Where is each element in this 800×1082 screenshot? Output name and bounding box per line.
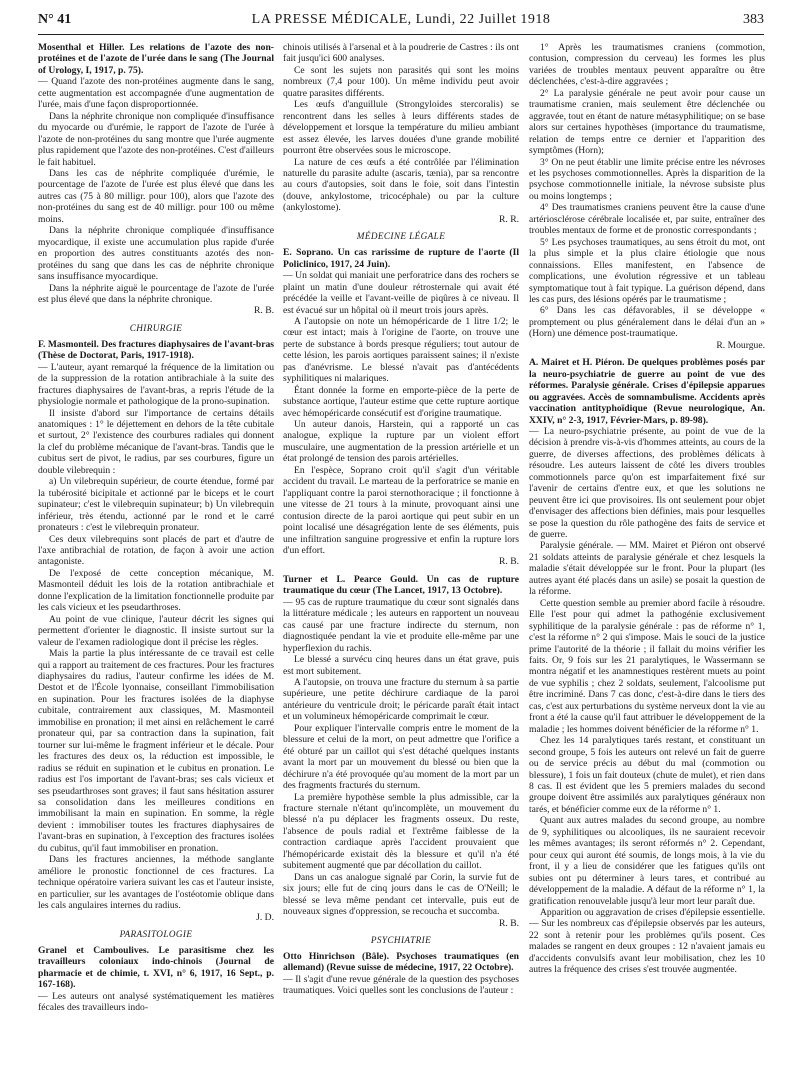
article-text: — 95 cas de rupture traumatique du cœur sont signalés dans la littérature médicale ; les auteurs en rapportent un nouveau cas causé par une fracture indirecte du sternum, non diagnostiquée pendant la vie et produite elle-même par une hyperflexion du rachis. [283, 596, 519, 654]
article-text: Dans la néphrite chronique non compliquée d'insuffisance du myocarde ou d'urémie, le rapport de l'azote de l'urée à l'azote de non-protéines du sang montre que l'urée augmente plus rapidement que l'azote des non-protéines. C'est d'ailleurs le fait habituel. [38, 110, 274, 168]
article-text: Dans la néphrite aiguë le pourcentage de l'azote de l'urée est plus élevé que dans la néphrite chronique. [38, 282, 274, 305]
article-signature: R. B. [254, 305, 274, 317]
article-text: Quant aux autres malades du second groupe, au nombre de 9, syphilitiques ou alcooliques, ils ne sauraient recevoir les mêmes avantages; ils seront réformés n° 2. Cependant, pour ceux qui auront été soumis, de longs mois, à la vie du front, il y a lieu de considérer que les fatigues qu'ils ont subies ont pu déterminer à leurs tares, et contribué au développement de la maladie. A défaut de la réforme n° 1, la gratification renouvelable jusqu'à leur mort leur paraît due. [529, 815, 765, 907]
issue-number: N° 41 [38, 12, 72, 27]
article-text: 1° Après les traumatismes craniens (commotion, contusion, compression du cerveau) les formes les plus variées de troubles mentaux peuvent apparaître ou être déclenchées, c'est-à-dire aggravées ; [529, 42, 765, 88]
article-text: Ce sont les sujets non parasités qui sont les moins nombreux (7,4 pour 100). Un même individu peut avoir quatre parasites différents. [283, 64, 519, 99]
article-text: De l'exposé de cette conception mécanique, M. Masmonteil déduit les lois de la rotation antibrachiale et donne l'explication de la limitation fonctionnelle produite par les cals vicieux et les pseudarthroses. [38, 567, 274, 614]
article-signature: J. D. [256, 911, 274, 923]
article-text: Ces deux vilebrequins sont placés de part et d'autre de l'axe antibrachial de rotation, de façon à avoir une action antagoniste. [38, 533, 274, 568]
article-text: Les œufs d'anguillule (Strongyloides stercoralis) se rencontrent dans les selles à leurs différents stades de développement et lorsque la température du milieu ambiant est assez élevée, les larves douées d'une grande mobilité pourront être observées sous le microscope. [283, 99, 519, 157]
article-text: 4° Des traumatismes craniens peuvent être la cause d'une artériosclérose cérébrale localisée et, par suite, entraîner des troubles mentaux de forme et de pronostic correspondants ; [529, 202, 765, 237]
article-text: Cette question semble au premier abord facile à résoudre. Elle l'est pour qui admet la pathogénie exclusivement syphilitique de la paralysie générale : pas de réforme n° 1, c'est la réforme n° 2 qui s'impose. Mais le souci de la justice prime l'autorité de la théorie ; il fallait du moins vérifier les faits. Or, 9 fois sur les 21 paralytiques, le Wassermann se montra négatif et les anamnestiques restèrent muets au point de vue syphilis ; chez 2 soldats, seulement, l'alcoolisme put être incriminé. Dans 7 cas donc, c'est-à-dire dans le tiers des cas, c'est aux perturbations du système nerveux dont la vie au front a été la cause qu'il faut attribuer le développement de la maladie ; les hommes doivent bénéficier de la réforme n° 1. [529, 597, 765, 735]
article-text: 6° Dans les cas défavorables, il se développe « promptement ou plus généralement dans le délai d'un an » (Horn) une démence post-traumatique. [529, 305, 765, 340]
article-text: La nature de ces œufs a été contrôlée par l'élimination naturelle du parasite adulte (ascaris, tænia), par sa rencontre au cours d'autopsies, soit dans le foie, soit dans l'intestin (douve, ankylostome, tricocéphale) ou par la culture (ankylostome). [283, 156, 519, 214]
article-text: — La neuro-psychiatrie présente, au point de vue de la décision à prendre vis-à-vis d'hommes atteints, au cours de la guerre, de diverses affections, des problèmes délicats à résoudre. Les auteurs laissent de côté les divers troubles commotionnels parce qu'on est imparfaitement fixé sur l'avenir de certains d'entre eux, et que les solutions ne peuvent être ici que provisoires. Ils ont seulement pour objet d'envisager des affections bien définies, mais pour lesquelles se pose la question du rôle pathogène des faits de service et de guerre. [529, 425, 765, 541]
column-right [529, 42, 765, 1072]
section-heading: PSYCHIATRIE [370, 934, 432, 945]
article-text: — Il s'agit d'une revue générale de la question des psychoses traumatiques. Voici quelles sont les conclusions de l'auteur : [283, 973, 519, 997]
article-signature: R. B. [499, 556, 519, 568]
article-text: La première hypothèse semble la plus admissible, car la fracture sternale n'étant qu'incomplète, un mouvement du blessé n'a pu déplacer les fragments osseux. Du reste, l'absence de pouls radial et l'extrême faiblesse de la contraction cardiaque après l'accident prouvaient que l'hémopéricarde existait dès la blessure et qu'il n'a été subitement augmenté que par décollation du caillot. [283, 791, 519, 872]
article-text: A l'autopsie, on trouva une fracture du sternum à sa partie supérieure, une petite déchirure cardiaque de la paroi antérieure du ventricule droit; le péricarde paraît était intact et un volumineux hémopéricarde comprimait le cœur. [283, 677, 519, 723]
page-number: 383 [743, 12, 764, 27]
article-text: 2° La paralysie générale ne peut avoir pour cause un traumatisme cranien, mais seulement être déclenchée ou aggravée, tout en étant de nature métasyphilitique; on se base alors sur certaines hypothèses (importance du traumatisme, relation de temps entre ce dernier et l'apparition des symptômes (Horn); [529, 87, 765, 157]
article-signature: R. R. [499, 213, 519, 225]
article-text: Dans la néphrite chronique compliquée d'insuffisance myocardique, il existe une accumulation plus rapide d'urée en proportion des autres constituants azotés des non-protéines du sang que dans les cas de néphrite chronique sans insuffisance myocardique. [38, 225, 274, 283]
article-text: Il insiste d'abord sur l'importance de certains détails anatomiques : 1° le déjettement en dehors de la tête cubitale et surtout, 2° l'existence des courbures radiales qui donnent la clef du problème mécanique de l'avant-bras. Tandis que le cubitus sert de pivot, le radius, par ses courbures, figure un double vilebrequin : [38, 407, 274, 476]
article-lead: E. Soprano. Un cas rarissime de rupture de l'aorte (Il Policlinico, 1917, 24 Juin). [283, 247, 519, 270]
article-text: Un auteur danois, Harstein, qui a rapporté un cas analogue, explique la rupture par un violent effort musculaire, une augmentation de la pression artérielle et un état prolongé de tension des parois artérielles. [283, 419, 519, 465]
article-text: Pour expliquer l'intervalle compris entre le moment de la blessure et celui de la mort, on peut admettre que l'orifice a été obturé par un caillot qui s'est détaché quelques instants avant la mort par un mouvement du blessé ou bien que la déchirure n'a été provoquée qu'au moment de la mort par un des fragments fracturés du sternum. [283, 722, 519, 792]
article-text: — Un soldat qui maniait une perforatrice dans des rochers se plaint un matin d'une douleur rétrosternale qui avait été précédée la veille et l'avant-veille de piqûres à ce niveau. Il est évacué sur un hôpital où il meurt trois jours après. [283, 270, 519, 316]
article-lead: F. Masmonteil. Des fractures diaphysaires de l'avant-bras (Thèse de Doctorat, Paris, 1917-1918). [38, 338, 274, 362]
article-lead: Otto Hinrichson (Bâle). Psychoses traumatiques (en allemand) (Revue suisse de médecine, 1917, 22 Octobre). [283, 950, 519, 974]
section-heading: PARASITOLOGIE [119, 928, 193, 939]
article-signature: R. Mourgue. [716, 339, 765, 351]
column-left [38, 42, 274, 1072]
header-rule [38, 34, 764, 35]
article-text: Dans les cas de néphrite compliquée d'urémie, le pourcentage de l'azote de l'urée est plus élevé que dans les autres cas (75 à 80 milligr. pour 100), alors que l'azote des non-protéines du sang est de 40 milligr. pour 100 ou même moins. [38, 167, 274, 225]
article-text: Au point de vue clinique, l'auteur décrit les signes qui permettent d'orienter le diagnostic. Il insiste surtout sur la valeur de l'examen radiologique dont il précise les règles. [38, 613, 274, 648]
article-text: — Les auteurs ont analysé systématiquement les matières fécales des travailleurs indo- [38, 990, 274, 1014]
article-lead: Granel et Camboulives. Le parasitisme chez les travailleurs coloniaux indo-chinois (Journal de pharmacie et de chimie, t. XVI, n° 6, 1917, 16 Sept., p. 167-168). [38, 944, 274, 991]
section-heading: CHIRURGIE [129, 322, 183, 333]
article-text: A l'autopsie on note un hémopéricarde de 1 litre 1/2; le cœur est intact; mais à l'origine de l'aorte, on trouve une perte de substance à bords presque réguliers; tout autour de cette lésion, les parois aortiques paraissent saines; il n'existe pas d'anévrisme. Le blessé n'avait pas d'antécédents syphilitiques ni malariques. [283, 315, 519, 385]
article-text: Apparition ou aggravation de crises d'épilepsie essentielle. — Sur les nombreux cas d'épilepsie observés par les auteurs, 22 sont à retenir pour les problèmes qu'ils posent. Ces malades se rangent en deux groupes : 12 n'avaient jamais eu d'accidents convulsifs avant leur mobilisation, chez les 10 autres la fréquence des crises s'est trouvée augmentée. [529, 906, 765, 976]
page-header [38, 12, 764, 32]
section-heading: MÉDECINE LÉGALE [356, 231, 446, 242]
article-text: Étant donnée la forme en emporte-pièce de la perte de substance aortique, l'auteur estime que cette rupture aortique avec hémopéricarde consécutif est d'origine traumatique. [283, 384, 519, 419]
column-middle [283, 42, 519, 1072]
article-text: Dans les fractures anciennes, la méthode sanglante améliore le pronostic fonctionnel de ces fractures. La technique opératoire variera suivant les cas et l'auteur insiste, en particulier, sur les avantages de l'ostéotomie oblique dans les cals angulaires internes du radius. [38, 854, 274, 912]
article-text: — L'auteur, ayant remarqué la fréquence de la limitation ou de la suppression de la rotation antibrachiale à la suite des fractures diaphysaires de l'avant-bras, a repris l'étude de la physiologie normale et pathologique de la prono-supination. [38, 361, 274, 408]
article-text: Mais la partie la plus intéressante de ce travail est celle qui a rapport au traitement de ces fractures. Pour les fractures diaphysaires du radius, l'auteur confirme les idées de M. Destot et de l'École lyonnaise, conseillant l'immobilisation en supination. Pour les fractures isolées de la diaphyse cubitale, contrairement aux classiques, M. Masmonteil immobilise en pronation; il met ainsi en relâchement le carré pronateur qui, par sa contraction dans la supination, fait tourner sur lui-même le fragment inférieur et le décale. Pour les fractures des deux os, la réduction est impossible, le radius se réduit en supination et le cubitus en pronation. Le radius est l'os important de l'avant-bras; ses cals vicieux et ses pseudarthroses sont graves; il faut sans hésitation assurer sa consolidation dans les meilleures conditions en immobilisant la main en supination. En somme, la règle devient : immobiliser toutes les fractures diaphysaires de l'avant-bras en supination, à l'exception des fractures isolées du cubitus, qu'il faut immobiliser en pronation. [38, 648, 274, 854]
article-text: — Quand l'azote des non-protéines augmente dans le sang, cette augmentation est accompagnée d'une augmentation de l'urée, mais d'une façon disproportionnée. [38, 76, 274, 111]
article-text: Paralysie générale. — MM. Mairet et Piéron ont observé 21 soldats atteints de paralysie générale et chez lesquels la maladie s'était développée sur le front. Pour la plupart (les autres ayant été placés dans un asile) se posait la question de la réforme. [529, 540, 765, 598]
article-text: En l'espèce, Soprano croit qu'il s'agit d'un véritable accident du travail. Le marteau de la perforatrice se manie en l'appliquant contre la paroi sternothoracique ; il fonctionne à une vitesse de 21 tours à la minute, provoquant ainsi une contusion directe de la paroi aortique qui peut subir en un point localisé une désagrégation lente de ses éléments, puis une infiltration sanguine progressive et enfin la rupture lors d'un effort. [283, 464, 519, 557]
article-lead: Mosenthal et Hiller. Les relations de l'azote des non-protéines et de l'azote de l'urée dans le sang (The Journal of Urology, I, 1917, p. 75). [38, 42, 274, 76]
article-text: Le blessé a survécu cinq heures dans un état grave, puis est mort subitement. [283, 654, 519, 677]
article-text: a) Un vilebrequin supérieur, de courte étendue, formé par la tubérosité bicipitale et actionné par le biceps et le court supinateur; c'est le vilebrequin supinateur; b) Un vilebrequin inférieur, très étendu, actionné par le rond et le carré pronateurs : c'est le vilebrequin pronateur. [38, 476, 274, 534]
journal-title: LA PRESSE MÉDICALE, Lundi, 22 Juillet 1918 [251, 12, 551, 27]
article-lead: A. Mairet et H. Piéron. De quelques problèmes posés par la neuro-psychiatrie de guerre au point de vue des réformes. Paralysie générale. Crises d'épilepsie apparues ou aggravées. Accès de somnambulisme. Accidents après vaccination antityphoïdique (Revue neurologique, An. XXIV, n° 2-3, 1917, Février-Mars, p. 89-98). [529, 357, 765, 426]
article-text: Dans un cas analogue signalé par Corin, la survie fut de six jours; elle fut de cinq jours dans le cas de O'Neill; le blessé se leva même pendant cet intervalle, puis eut de nouveaux signes d'oppression, se recoucha et succomba. [283, 871, 519, 918]
article-text: chinois utilisés à l'arsenal et à la poudrerie de Castres : ils ont fait jusqu'ici 600 analyses. [283, 42, 519, 65]
article-lead: Turner et L. Pearce Gould. Un cas de rupture traumatique du cœur (The Lancet, 1917, 13 Octobre). [283, 573, 519, 597]
article-signature: R. B. [499, 917, 519, 929]
article-text: Chez les 14 paralytiques tarés restant, et constituant un second groupe, 5 fois les auteurs ont relevé un fait de guerre ou de service précis au début du mal (commotion ou blessure), 1 fois un fait douteux (chute de mulet), et rien dans 8 cas. Il est évident que les 5 premiers malades du second groupe doivent être assimilés aux paralytiques généraux non tarés, et bénéficier comme eux de la réforme n° 1. [529, 735, 765, 815]
article-text: 5° Les psychoses traumatiques, au sens étroit du mot, ont la plus simple et la plus claire étiologie que nous connaissions. Elles manifestent, en l'absence de complications, une évolution régressive et un tableau symptomatique tout à fait typique. La guérison dépend, dans les cas purs, des lésions opérés par le traumatisme ; [529, 236, 765, 305]
article-text: 3° On ne peut établir une limite précise entre les névroses et les psychoses commotionnelles. Après la disparition de la psychose commotionnelle initiale, la névrose subsiste plus ou moins longtemps ; [529, 156, 765, 202]
